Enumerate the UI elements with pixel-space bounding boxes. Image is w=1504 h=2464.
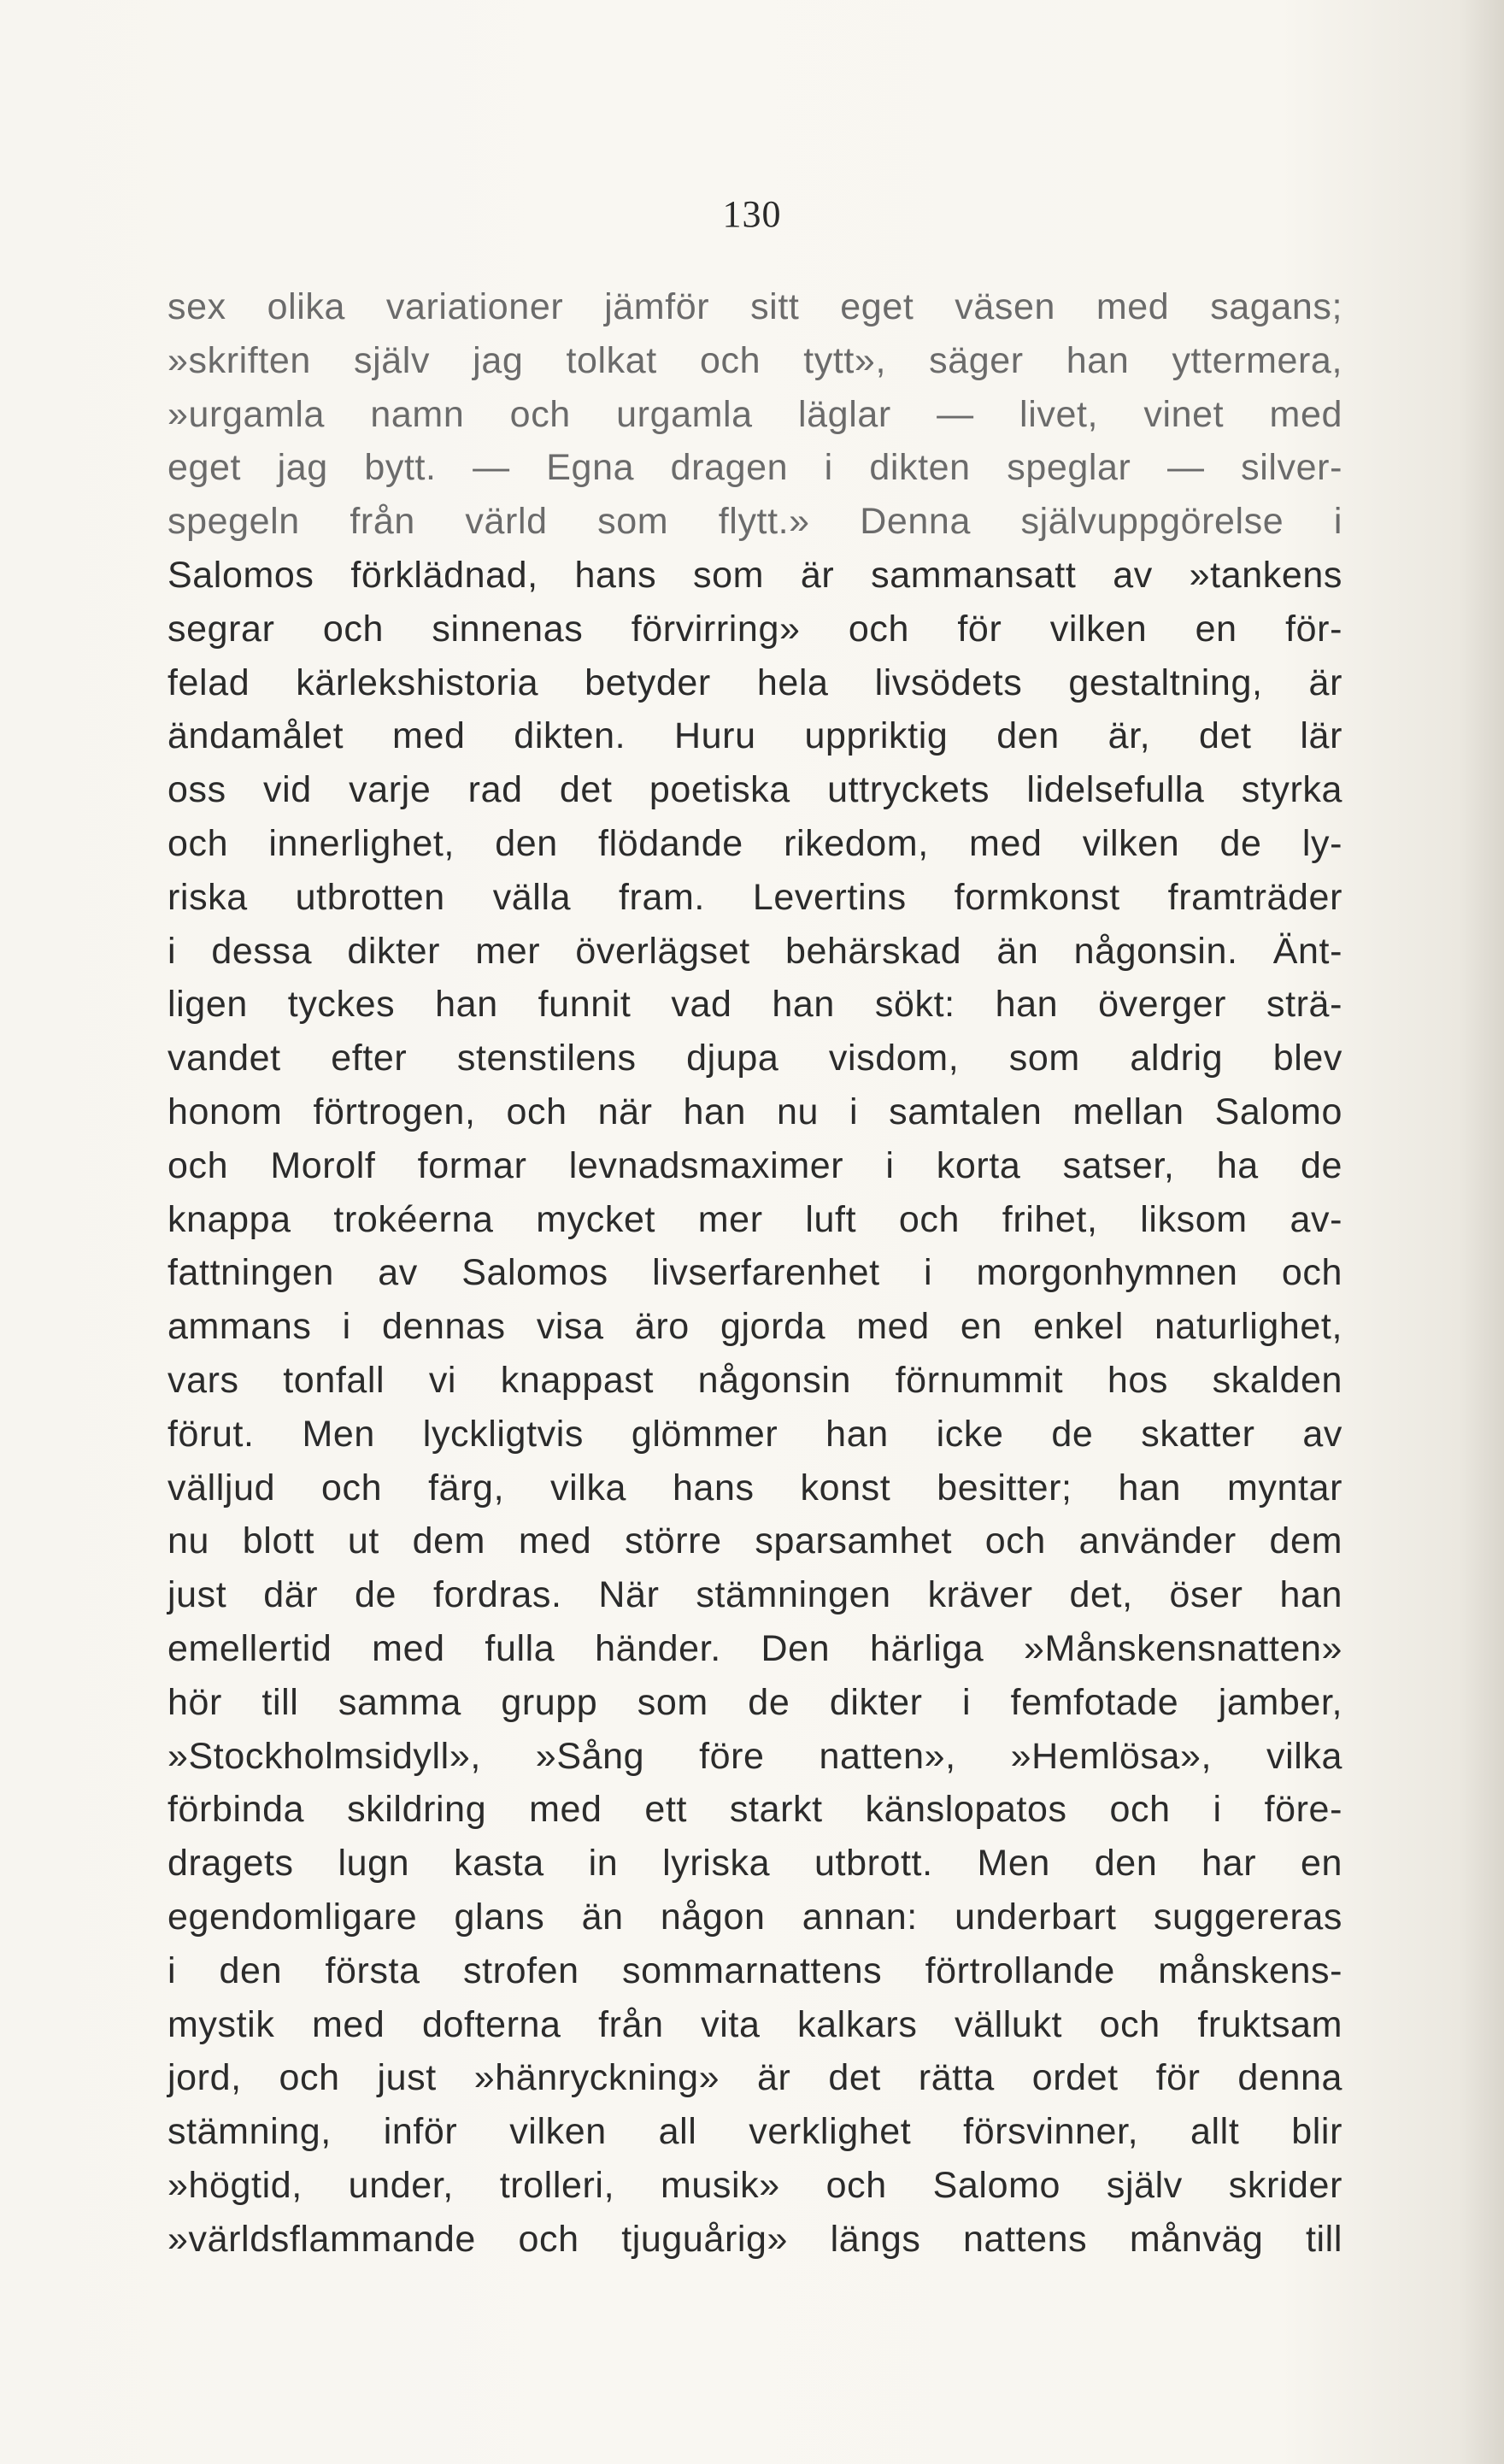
text-line: och innerlighet, den flödande rikedom, med vilken de ly- bbox=[167, 822, 1342, 864]
text-line: vars tonfall vi knappast någonsin förnummit hos skalden bbox=[167, 1359, 1342, 1401]
text-line: segrar och sinnenas förvirring» och för vilken en för- bbox=[167, 608, 1342, 650]
text-line: nu blott ut dem med större sparsamhet och använder dem bbox=[167, 1520, 1342, 1562]
text-line: förbinda skildring med ett starkt känslopatos och i före- bbox=[167, 1789, 1342, 1831]
text-line: fattningen av Salomos livserfarenhet i morgonhymnen och bbox=[167, 1252, 1342, 1294]
text-line: ammans i dennas visa äro gjorda med en enkel naturlighet, bbox=[167, 1306, 1342, 1348]
text-line: förut. Men lyckligtvis glömmer han icke de skatter av bbox=[167, 1413, 1342, 1455]
text-line: ligen tyckes han funnit vad han sökt: han överger strä- bbox=[167, 984, 1342, 1026]
text-line: spegeln från värld som flytt.» Denna självuppgörelse i bbox=[167, 501, 1342, 543]
text-line: »Stockholmsidyll», »Sång före natten», »Hemlösa», vilka bbox=[167, 1735, 1342, 1777]
text-line: och Morolf formar levnadsmaximer i korta satser, ha de bbox=[167, 1144, 1342, 1186]
text-line: knappa trokéerna mycket mer luft och frihet, liksom av- bbox=[167, 1198, 1342, 1240]
text-line: »högtid, under, trolleri, musik» och Salomo själv skrider bbox=[167, 2164, 1342, 2206]
page-number: 130 bbox=[722, 193, 782, 235]
text-line: egendomligare glans än någon annan: underbart suggereras bbox=[167, 1896, 1342, 1938]
body-text bbox=[167, 280, 1342, 2266]
text-line: jord, och just »hänryckning» är det rätta ordet för denna bbox=[167, 2057, 1342, 2099]
text-line: »världsflammande och tjuguårig» längs nattens månväg till bbox=[167, 2218, 1342, 2260]
text-line: vandet efter stenstilens djupa visdom, som aldrig blev bbox=[167, 1038, 1342, 1079]
text-line: honom förtrogen, och när han nu i samtalen mellan Salomo bbox=[167, 1091, 1342, 1132]
text-line: ändamålet med dikten. Huru uppriktig den är, det lär bbox=[167, 715, 1342, 757]
text-line: emellertid med fulla händer. Den härliga »Månskensnatten» bbox=[167, 1627, 1342, 1669]
text-line: »skriften själv jag tolkat och tytt», säger han yttermera, bbox=[167, 339, 1342, 381]
text-line: riska utbrotten välla fram. Levertins formkonst framträder bbox=[167, 876, 1342, 918]
text-line: stämning, inför vilken all verklighet försvinner, allt blir bbox=[167, 2111, 1342, 2153]
text-line: eget jag bytt. — Egna dragen i dikten speglar — silver- bbox=[167, 447, 1342, 489]
text-line: dragets lugn kasta in lyriska utbrott. Men den har en bbox=[167, 1843, 1342, 1885]
text-line: »urgamla namn och urgamla läglar — livet, vinet med bbox=[167, 393, 1342, 435]
text-line: i dessa dikter mer överlägset behärskad än någonsin. Änt- bbox=[167, 930, 1342, 972]
text-line: mystik med dofterna från vita kalkars vällukt och fruktsam bbox=[167, 2003, 1342, 2045]
text-line: i den första strofen sommarnattens förtrollande månskens- bbox=[167, 1949, 1342, 1991]
text-line: hör till samma grupp som de dikter i femfotade jamber, bbox=[167, 1681, 1342, 1723]
text-line: just där de fordras. När stämningen kräver det, öser han bbox=[167, 1574, 1342, 1616]
text-line: välljud och färg, vilka hans konst besitter; han myntar bbox=[167, 1467, 1342, 1508]
text-line: felad kärlekshistoria betyder hela livsödets gestaltning, är bbox=[167, 662, 1342, 703]
text-line: sex olika variationer jämför sitt eget väsen med sagans; bbox=[167, 286, 1342, 327]
text-line: oss vid varje rad det poetiska uttryckets lidelsefulla styrka bbox=[167, 769, 1342, 811]
text-line: Salomos förklädnad, hans som är sammansatt av »tankens bbox=[167, 554, 1342, 596]
